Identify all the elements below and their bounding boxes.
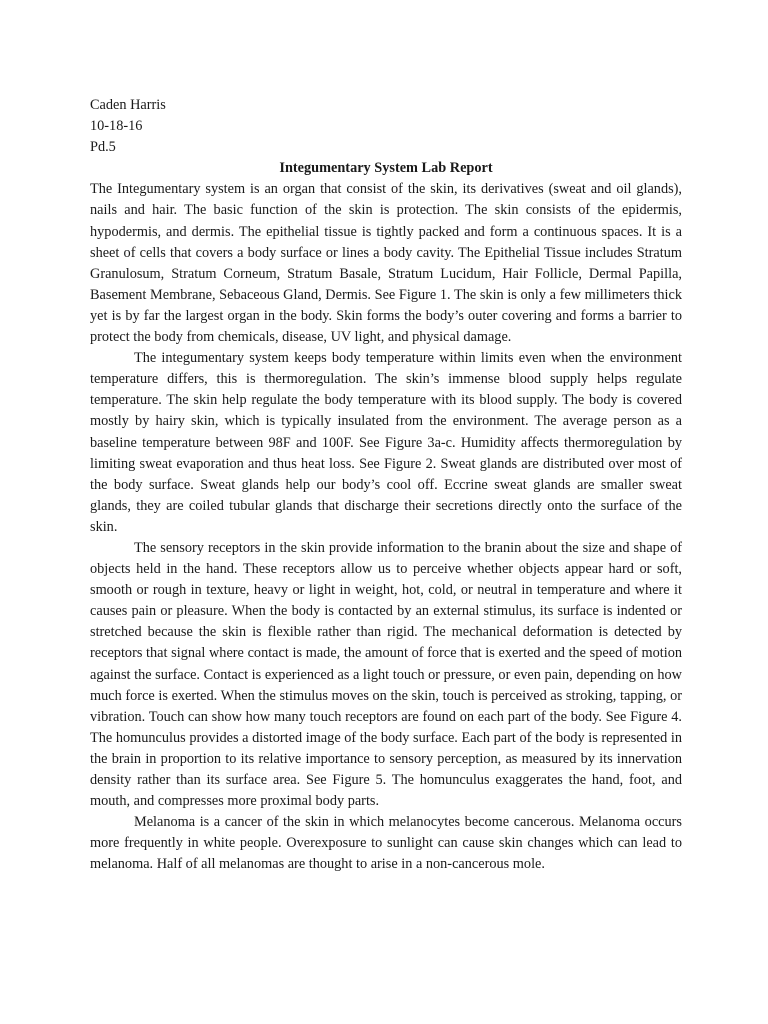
document-body [90, 95, 682, 875]
paragraph-thermoregulation: The integumentary system keeps body temperature within limits even when the environment temperature differs, this is thermoregulation. The skin’s immense blood supply helps regulate temperature. The skin help regulate the body temperature with its blood supply. The body is covered mostly by hairy skin, which is typically insulated from the environment. The average person as a baseline temperature between 98F and 100F. See Figure 3a-c. Humidity affects thermoregulation by limiting sweat evaporation and thus heat loss. See Figure 2. Sweat glands are distributed over most of the body surface. Sweat glands help our body’s cool off. Eccrine sweat glands are smaller sweat glands, they are coiled tubular glands that discharge their secretions directly onto the surface of the skin. [90, 350, 682, 535]
paragraph-integumentary-overview: The Integumentary system is an organ that consist of the skin, its derivatives (sweat and oil glands), nails and hair. The basic function of the skin is protection. The skin consists of the epidermis, hypodermis, and dermis. The epithelial tissue is tightly packed and form a continuous spaces. It is a sheet of cells that covers a body surface or lines a body cavity. The Epithelial Tissue includes Stratum Granulosum, Stratum Corneum, Stratum Basale, Stratum Lucidum, Hair Follicle, Dermal Papilla, Basement Membrane, Sebaceous Gland, Dermis. See Figure 1. The skin is only a few millimeters thick yet is by far the largest organ in the body. Skin forms the body’s outer covering and forms a barrier to protect the body from chemicals, disease, UV light, and physical damage. [90, 181, 682, 346]
paragraph-sensory-receptors: The sensory receptors in the skin provide information to the branin about the size and shape of objects held in the hand. These receptors allow us to perceive whether objects appear hard or soft, smooth or rough in texture, heavy or light in weight, hot, cold, or neutral in temperature and where it causes pain or pleasure. When the body is contacted by an external stimulus, its surface is indented or stretched because the skin is flexible rather than rigid. The mechanical deformation is detected by receptors that signal where contact is made, the amount of force that is exerted and the speed of motion against the surface. Contact is experienced as a light touch or pressure, or even pain, depending on how much force is exerted. When the stimulus moves on the skin, touch is perceived as stroking, tapping, or vibration. Touch can show how many touch receptors are found on each part of the body. See Figure 4. The homunculus provides a distorted image of the body surface. Each part of the body is represented in the brain in proportion to its relative importance to sensory perception, as measured by its innervation density rather than its surface area. See Figure 5. The homunculus exaggerates the hand, foot, and mouth, and compresses more proximal body parts. [90, 539, 682, 810]
class-period: Pd.5 [90, 139, 116, 156]
report-title: Integumentary System Lab Report [279, 160, 493, 177]
report-date: 10-18-16 [90, 118, 143, 135]
paragraph-melanoma: Melanoma is a cancer of the skin in which melanocytes become cancerous. Melanoma occurs more frequently in white people. Overexposure to sunlight can cause skin changes which can lead to melanoma. Half of all melanomas are thought to arise in a non-cancerous mole. [90, 814, 682, 873]
author-name: Caden Harris [90, 97, 166, 113]
